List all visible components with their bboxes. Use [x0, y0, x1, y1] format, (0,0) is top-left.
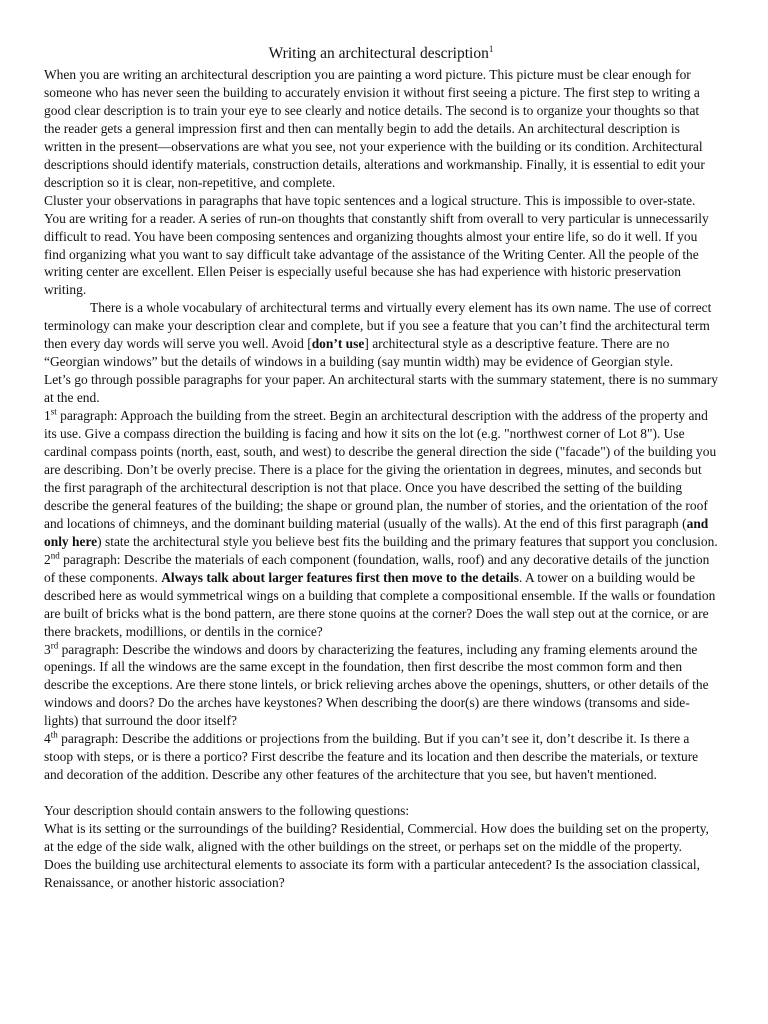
title-footnote-marker: 1: [488, 43, 494, 54]
third-paragraph-instructions: [44, 641, 718, 731]
para1-ordinal: st: [50, 406, 57, 417]
vocabulary-text-a: There is a whole vocabulary of architectural terms and virtually every element has its own name. The use of correct terminology can make your description clear and complete, but if you see a feature that you can’t find the architectural term then every day words will serve you well. Avoid [: [44, 300, 712, 352]
vocabulary-text-c: ] architectural style as a descriptive feature. There are no “Georgian windows” but the details of windows in a building (say muntin width) may be evidence of Georgian style.: [44, 336, 674, 370]
title-text: Writing an architectural description: [268, 45, 489, 62]
organization-paragraph: Cluster your observations in paragraphs that have topic sentences and a logical structure. This is impossible to over-state. You are writing for a reader. A series of run-on thoughts that constantly shift from overall to very particular is unnecessarily difficult to read. You have been composing sentences and organizing thoughts almost your entire life, so do it well. If you find organizing what you want to say difficult take advantage of the assistance of the Writing Center. All the people of the writing center are excellent. Ellen Peiser is especially useful because she has had experience with historic preservation writing.: [44, 192, 709, 298]
overview-paragraph: Let’s go through possible paragraphs for your paper. An architectural starts with the summary statement, there is no summary at the end.: [44, 372, 718, 406]
para3-number: 3: [44, 641, 51, 657]
para3-text: paragraph: Describe the windows and doors by characterizing the features, including any framing elements around the openings. If all the windows are the same except in the foundation, then first describe the most common form and then describe the exceptions. Are there stone lintels, or brick relieving arches above the openings, shutters, or other details of the windows and doors? Do the arches have keystones? When describing the door(s) are there windows (transoms and side-lights) that surround the door itself?: [44, 641, 709, 729]
second-paragraph-instructions: [44, 551, 718, 641]
para4-ordinal: th: [50, 729, 58, 740]
para2-text-c: . A tower on a building would be described here as would symmetrical wings on a building that complete a compositional ensemble. If the walls or foundation are built of bricks what is the bond pattern, are there stone quoins at the corner? Does the wall step out at the cornice, or are there brackets, modillions, or dentils in the cornice?: [44, 569, 716, 639]
para1-text-c: ) state the architectural style you believe best fits the building and the primary features that support you conclusion.: [97, 533, 718, 549]
questions-intro: Your description should contain answers to the following questions:: [44, 803, 410, 819]
para2-text-a: paragraph: Describe the materials of each component (foundation, walls, roof) and any decorative details of the junction of these components.: [44, 551, 710, 585]
question-antecedent: Does the building use architectural elements to associate its form with a particular antecedent? Is the association classical, Renaissance, or another historic association?: [44, 856, 700, 890]
fourth-paragraph-instructions: [44, 730, 718, 784]
para1-number: 1: [44, 408, 51, 424]
para4-text: paragraph: Describe the additions or projections from the building. But if you can’t see it, don’t describe it. Is there a stoop with steps, or is there a portico? First describe the feature and its location and then describe the materials, or texture and decoration of the addition. Describe any other features of the architecture that you see, but haven't mentioned.: [44, 731, 699, 783]
vocabulary-paragraph: [44, 299, 718, 371]
para2-ordinal: nd: [50, 550, 60, 561]
para1-text-a: paragraph: Approach the building from the street. Begin an architectural description with the address of the property and its use. Give a compass direction the building is facing and how it sits on the lot (e.g. "northwest corner of Lot 8"). Use cardinal compass points (north, east, south, and west) to describe the general direction the side ("facade") of the building you are describing. Don’t be overly precise. There is a place for the giving the orientation in degrees, minutes, and seconds but the first paragraph of the architectural description is not that place. Once you have described the setting of the building describe the general features of the building; the shape or ground plan, the number of stories, and the orientation of the roof and locations of chimneys, and the dominant building material (usually of the walls). At the end of this first paragraph (: [44, 408, 717, 531]
intro-paragraph: When you are writing an architectural description you are painting a word picture. This picture must be clear enough for someone who has never seen the building to accurately envision it without first seeing a picture. The first step to writing a good clear description is to train your eye to see clearly and notice details. The second is to organize your thoughts so that the reader gets a general impression first and then can mentally begin to add the details. An architectural description is written in the present—observations are what you see, not your experience with the building or its condition. Architectural descriptions should identify materials, construction details, alterations and workmanship. Finally, it is essential to edit your description so it is clear, non-repetitive, and complete.: [44, 67, 705, 190]
para2-number: 2: [44, 551, 51, 567]
blank-line: [44, 784, 718, 802]
page-title: [44, 44, 718, 64]
para4-number: 4: [44, 731, 51, 747]
question-setting: What is its setting or the surroundings of the building? Residential, Commercial. How does the building set on the property, at the edge of the side walk, aligned with the other buildings on the street, or perhaps set on the middle of the property.: [44, 821, 709, 854]
para1-bold-phrase: and only here: [44, 515, 709, 549]
vocabulary-bold-phrase: don’t use: [311, 336, 365, 352]
para2-bold-phrase: Always talk about larger features first then move to the details: [161, 569, 519, 585]
para3-ordinal: rd: [50, 640, 59, 651]
first-paragraph-instructions: [44, 407, 718, 551]
